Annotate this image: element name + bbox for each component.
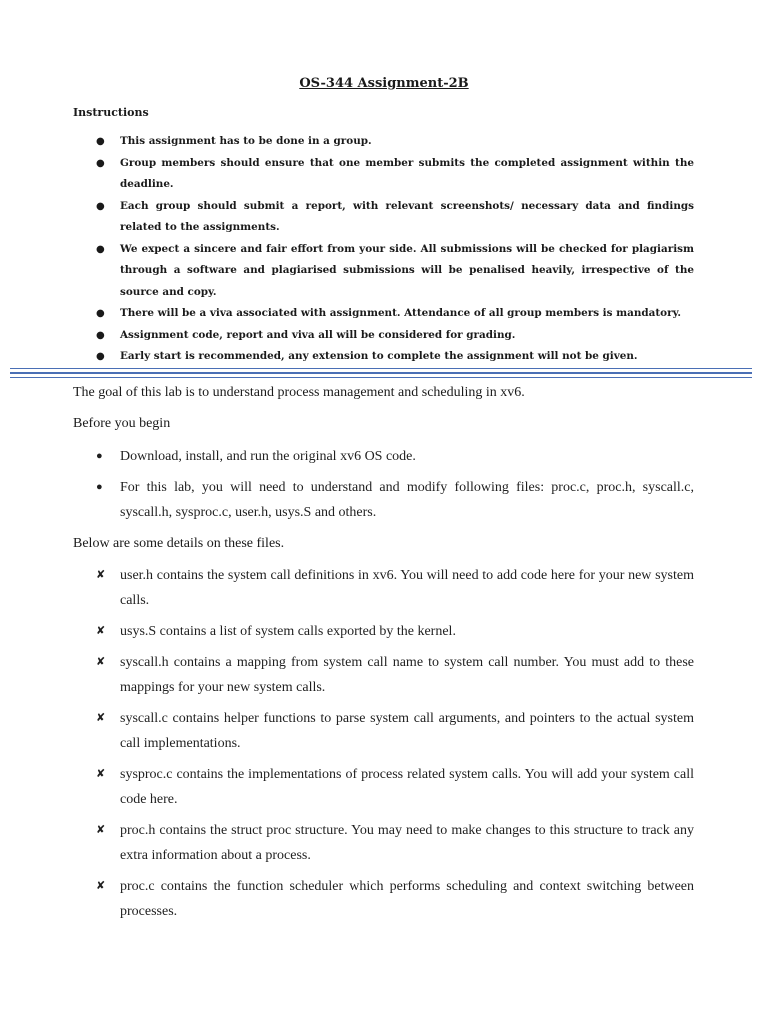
bullet-icon: ● — [96, 157, 105, 169]
before-heading: Before you begin — [73, 416, 171, 431]
list-item: ✘ proc.c contains the function scheduler which performs scheduling and context switching between processes. — [96, 874, 694, 924]
list-item: ✘ proc.h contains the struct proc structure. You may need to make changes to this structure to track any extra information about a process. — [96, 818, 694, 868]
list-item: ● This assignment has to be done in a group. — [96, 131, 694, 153]
list-item: ✘ user.h contains the system call definitions in xv6. You will need to add code here for your new system calls. — [96, 563, 694, 613]
list-item: ✘ syscall.c contains helper functions to parse system call arguments, and pointers to the actual system call implementations. — [96, 706, 694, 756]
bullet-icon: ● — [96, 329, 105, 341]
document-title: OS-344 Assignment-2B — [299, 76, 469, 91]
bullet-icon: ● — [96, 200, 105, 212]
list-item: ● Early start is recommended, any extension to complete the assignment will not be given. — [96, 346, 694, 368]
file-details-list — [96, 563, 694, 924]
files-intro: Below are some details on these files. — [73, 536, 285, 551]
instructions-list — [96, 131, 694, 368]
bullet-icon: ● — [96, 481, 103, 493]
before-list — [96, 444, 694, 525]
bullet-icon: ● — [96, 243, 105, 255]
list-item: ● Download, install, and run the original xv6 OS code. — [96, 444, 694, 469]
list-item: ● Group members should ensure that one member submits the completed assignment within the deadline. — [96, 153, 694, 196]
list-item: ✘ syscall.h contains a mapping from system call name to system call number. You must add to these mappings for your new system calls. — [96, 650, 694, 700]
list-item: ● Assignment code, report and viva all will be considered for grading. — [96, 325, 694, 347]
bullet-icon: ● — [96, 136, 105, 147]
cross-icon: ✘ — [96, 569, 106, 581]
list-item: ● For this lab, you will need to understand and modify following files: proc.c, proc.h, syscall.c, syscall.h, sysproc.c, user.h, usys.S and others. — [96, 475, 694, 525]
divider-line-middle — [10, 372, 752, 374]
cross-icon: ✘ — [96, 768, 106, 780]
cross-icon: ✘ — [96, 712, 106, 724]
instructions-heading: Instructions — [73, 106, 149, 119]
divider-line-top — [10, 368, 752, 369]
bullet-icon: ● — [96, 450, 103, 462]
cross-icon: ✘ — [96, 824, 106, 836]
list-item: ✘ usys.S contains a list of system calls exported by the kernel. — [96, 619, 694, 644]
bullet-icon: ● — [96, 351, 105, 362]
list-item: ● There will be a viva associated with assignment. Attendance of all group members is mandatory. — [96, 303, 694, 325]
list-item: ● Each group should submit a report, with relevant screenshots/ necessary data and findings related to the assignments. — [96, 196, 694, 239]
cross-icon: ✘ — [96, 656, 106, 668]
list-item: ● We expect a sincere and fair effort from your side. All submissions will be checked for plagiarism through a software and plagiarised submissions will be penalised heavily, irrespective of the source and copy. — [96, 239, 694, 304]
bullet-icon: ● — [96, 308, 105, 319]
cross-icon: ✘ — [96, 625, 106, 637]
goal-paragraph: The goal of this lab is to understand process management and scheduling in xv6. — [73, 385, 525, 400]
cross-icon: ✘ — [96, 880, 106, 892]
divider-line-bottom — [10, 377, 752, 378]
list-item: ✘ sysproc.c contains the implementations of process related system calls. You will add your system call code here. — [96, 762, 694, 812]
